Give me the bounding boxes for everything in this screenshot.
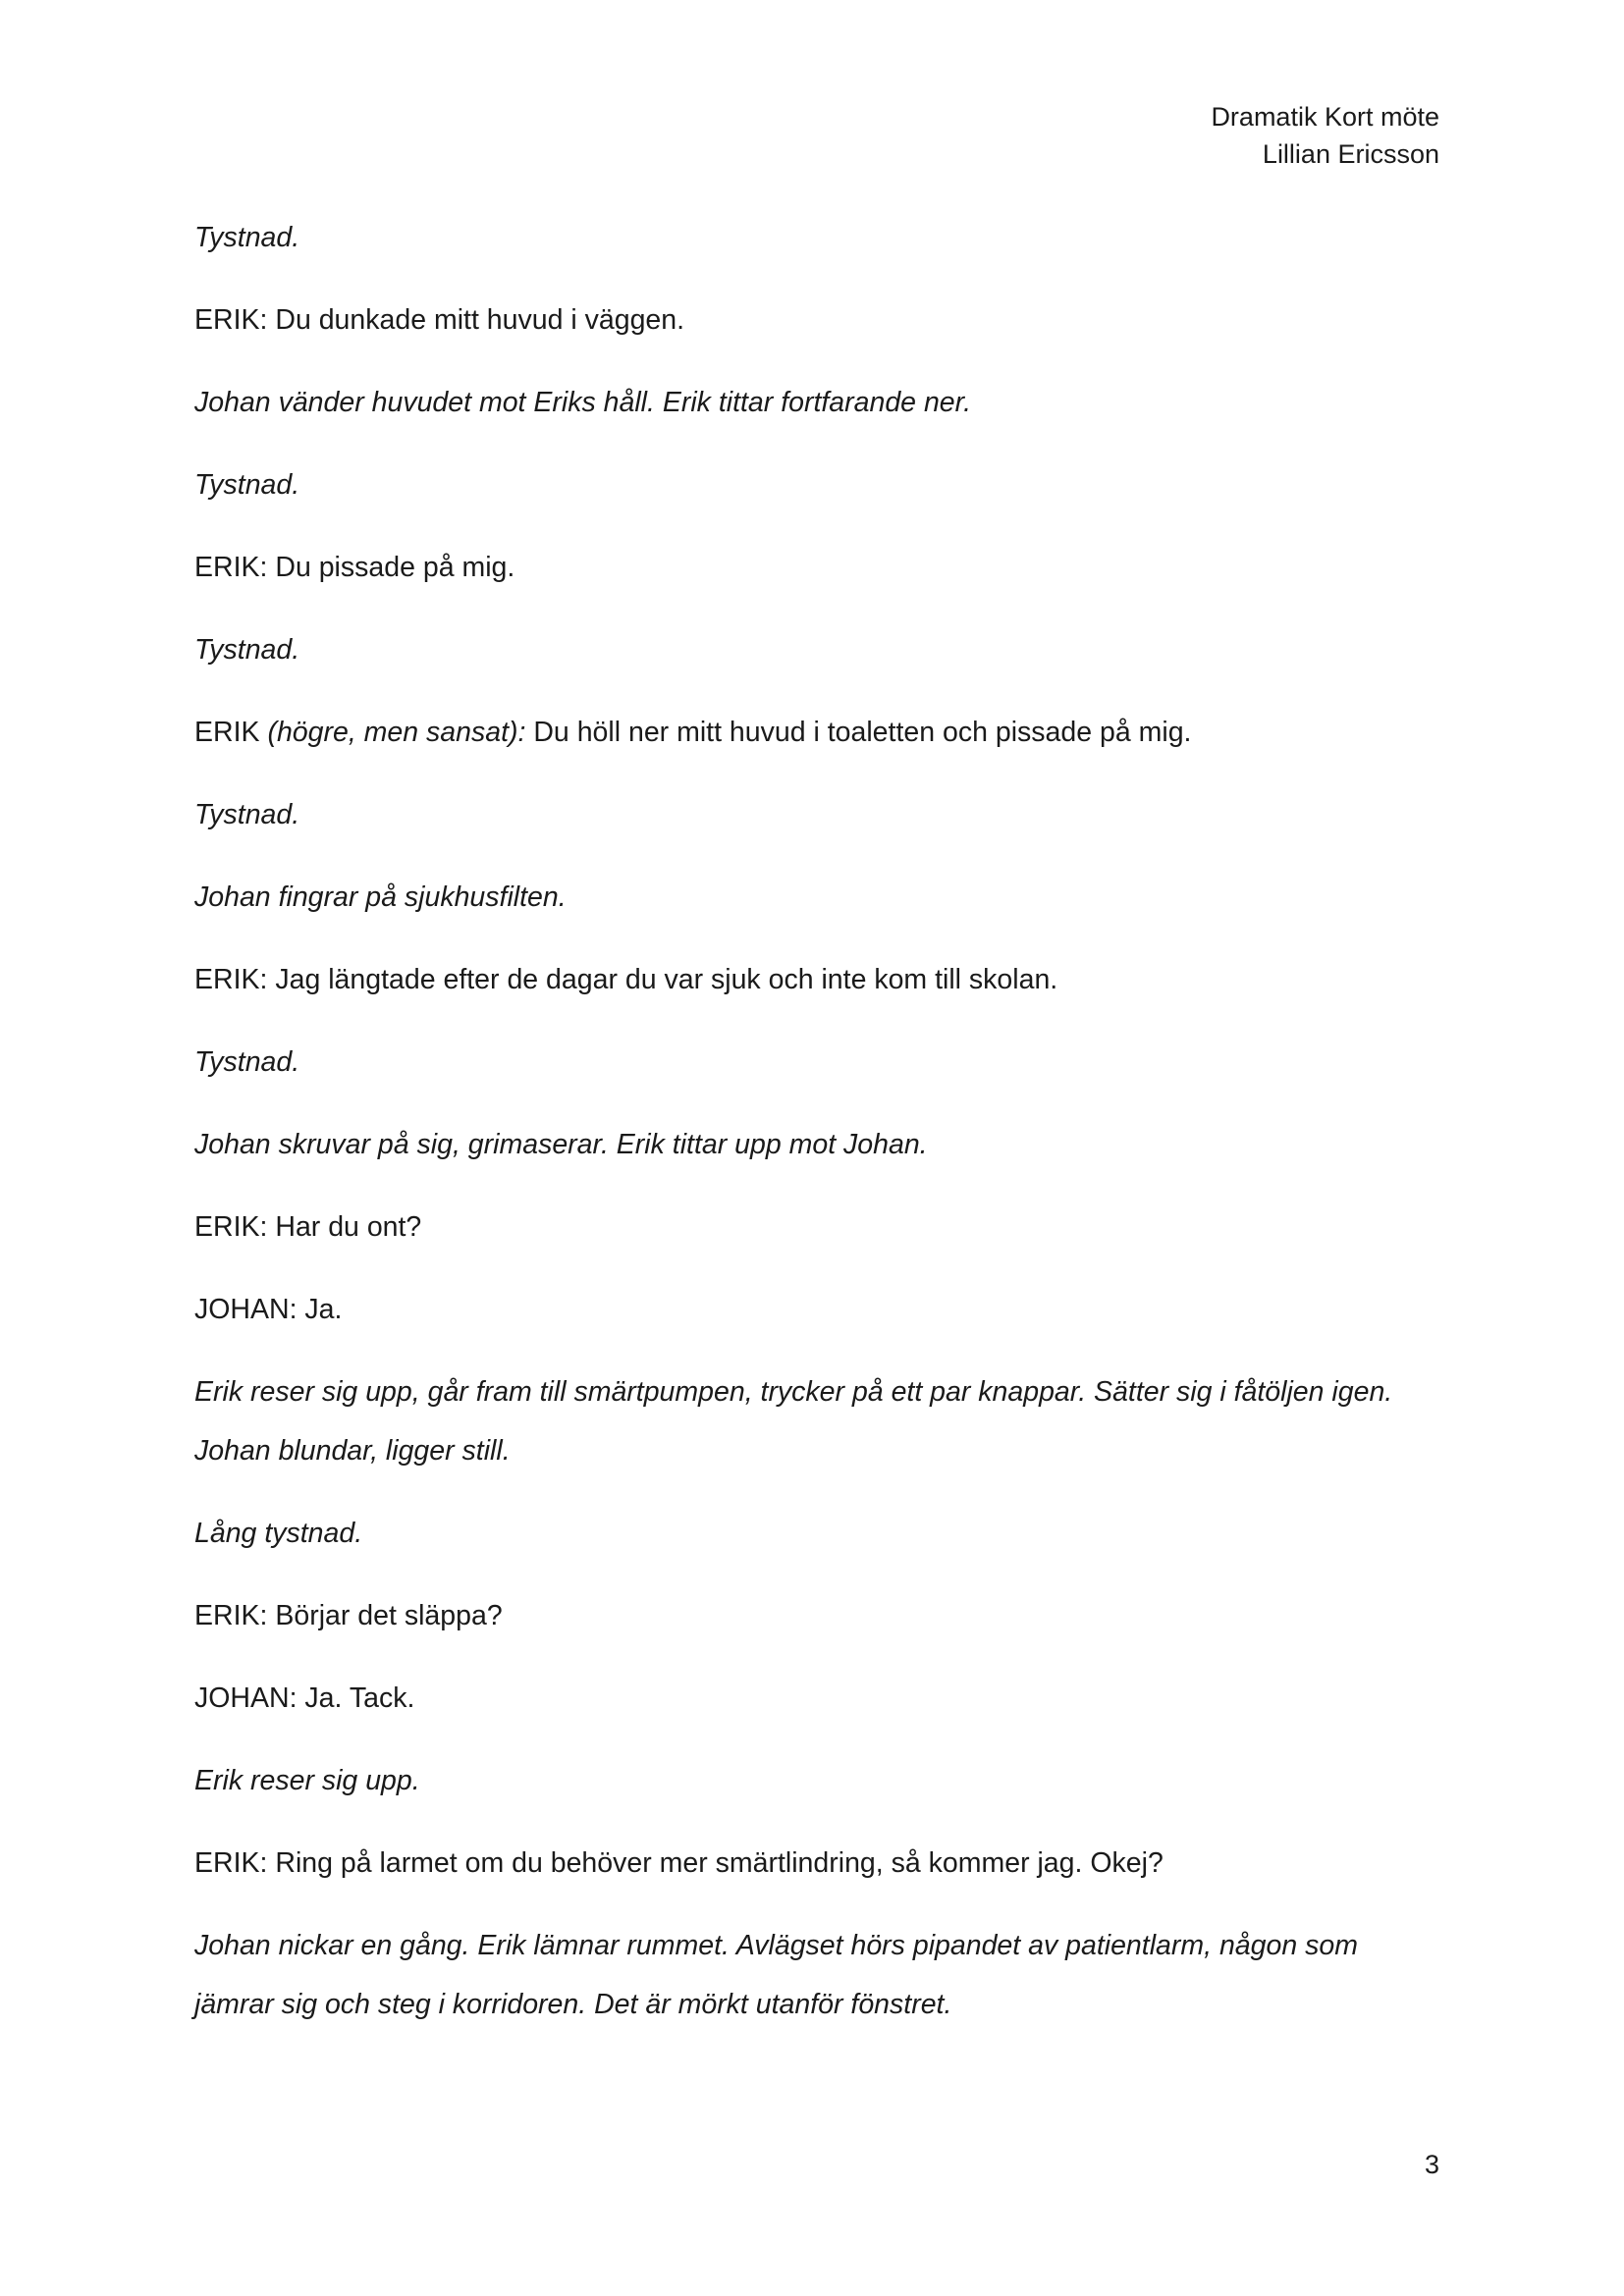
speaker-name: ERIK: — [194, 1600, 268, 1631]
dialogue-line — [194, 1834, 1436, 1893]
stage-direction: Johan fingrar på sjukhusfilten. — [194, 881, 567, 913]
speaker-name: ERIK: — [194, 304, 268, 336]
dialogue-line — [194, 538, 1436, 597]
speaker-name: ERIK: — [194, 1847, 268, 1879]
header-title: Dramatik Kort möte — [1211, 102, 1439, 132]
dialogue-line — [194, 1669, 1436, 1728]
dialogue-line — [194, 703, 1436, 762]
dialogue-line — [194, 1280, 1436, 1339]
dialogue-text: Börjar det släppa? — [267, 1600, 503, 1631]
page-number: 3 — [1424, 2150, 1439, 2179]
dialogue-text: Du dunkade mitt huvud i väggen. — [267, 304, 685, 336]
parenthetical: (högre, men sansat): — [259, 717, 526, 748]
dialogue-text: Du höll ner mitt huvud i toaletten och pissade på mig. — [525, 717, 1192, 748]
stage-direction: Tystnad. — [194, 222, 300, 253]
speaker-name: ERIK: — [194, 552, 268, 583]
dialogue-text: Har du ont? — [267, 1211, 422, 1243]
stage-direction: Erik reser sig upp, går fram till smärtpumpen, trycker på ett par knappar. Sätter sig i fåtöljen igen. Johan blundar, ligger still. — [194, 1376, 1393, 1467]
dialogue-line — [194, 1198, 1436, 1256]
page-header — [1211, 98, 1439, 173]
stage-direction: Tystnad. — [194, 634, 300, 666]
dialogue-text: Ja. — [297, 1294, 343, 1325]
stage-direction: Johan vänder huvudet mot Eriks håll. Erik tittar fortfarande ner. — [194, 387, 972, 418]
dialogue-line — [194, 291, 1436, 349]
speaker-name: ERIK: — [194, 964, 268, 995]
stage-direction: Lång tystnad. — [194, 1518, 363, 1549]
speaker-name: ERIK: — [194, 1211, 268, 1243]
script-body — [194, 208, 1436, 2057]
stage-direction: Tystnad. — [194, 799, 300, 830]
dialogue-text: Ja. Tack. — [297, 1682, 415, 1714]
dialogue-text: Du pissade på mig. — [267, 552, 515, 583]
dialogue-line — [194, 950, 1436, 1009]
speaker-name: ERIK — [194, 717, 260, 748]
speaker-name: JOHAN: — [194, 1682, 298, 1714]
dialogue-text: Ring på larmet om du behöver mer smärtlindring, så kommer jag. Okej? — [267, 1847, 1164, 1879]
stage-direction: Erik reser sig upp. — [194, 1765, 420, 1796]
stage-direction: Tystnad. — [194, 1046, 300, 1078]
stage-direction: Tystnad. — [194, 469, 300, 501]
speaker-name: JOHAN: — [194, 1294, 298, 1325]
header-author: Lillian Ericsson — [1262, 139, 1439, 169]
stage-direction: Johan skruvar på sig, grimaserar. Erik tittar upp mot Johan. — [194, 1129, 928, 1160]
stage-direction: Johan nickar en gång. Erik lämnar rummet. Avlägset hörs pipandet av patientlarm, någon som jämrar sig och steg i korridoren. Det är mörkt utanför fönstret. — [194, 1930, 1358, 2020]
dialogue-line — [194, 1586, 1436, 1645]
dialogue-text: Jag längtade efter de dagar du var sjuk och inte kom till skolan. — [267, 964, 1058, 995]
